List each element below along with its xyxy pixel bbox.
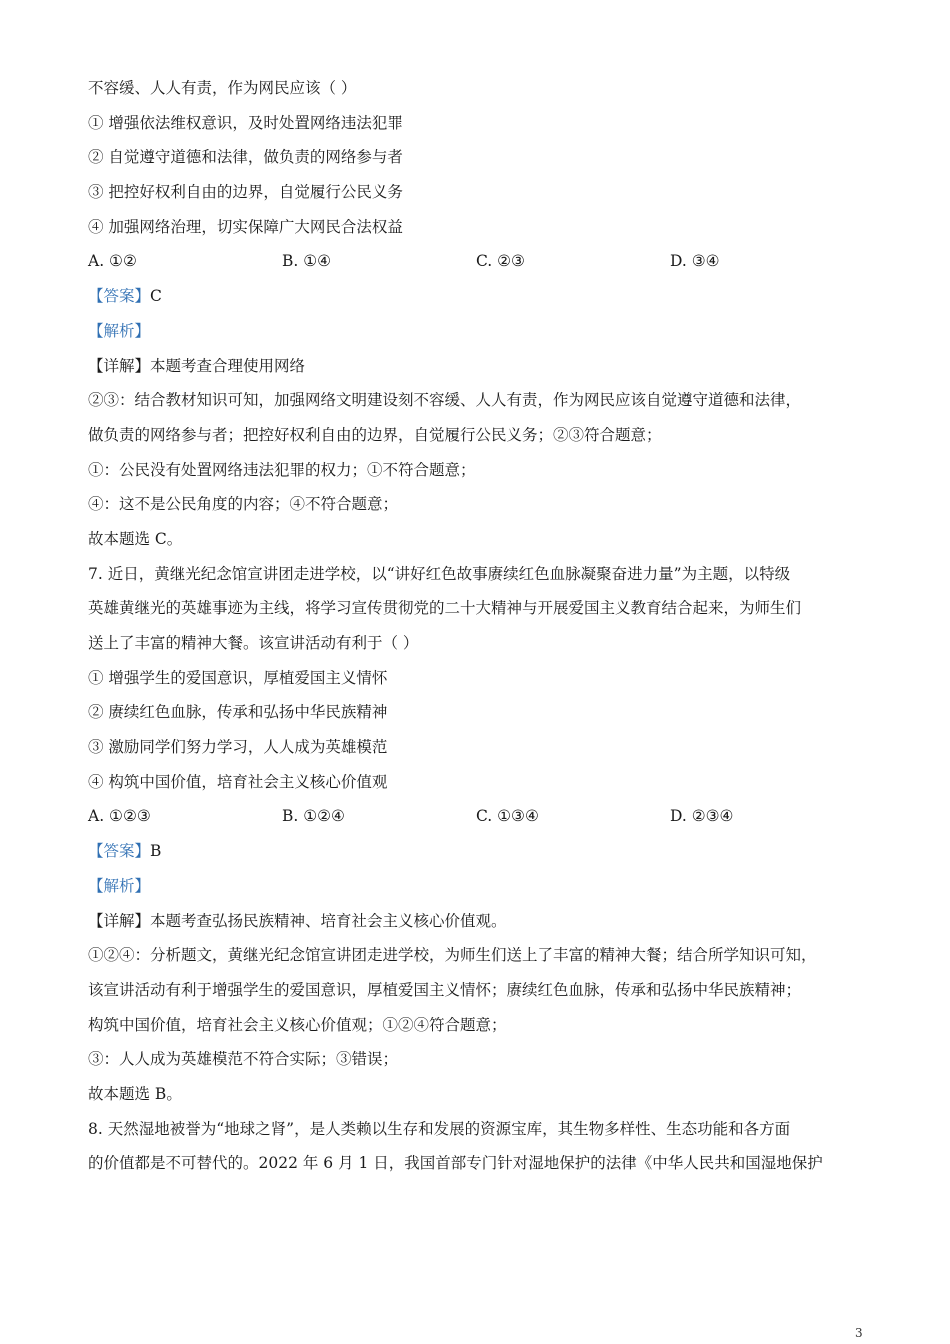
q6-item-4: ④ 加强网络治理，切实保障广大网民合法权益 bbox=[88, 217, 403, 236]
q7-answer bbox=[88, 841, 878, 861]
q6-options bbox=[88, 251, 878, 271]
q7-item-1: ① 增强学生的爱国意识，厚植爱国主义情怀 bbox=[88, 668, 388, 687]
q7-stem-3: 送上了丰富的精神大餐。该宣讲活动有利于（ ） bbox=[88, 634, 419, 652]
q7-item-3: ③ 激励同学们努力学习，人人成为英雄模范 bbox=[88, 738, 388, 757]
q6-option-b: B. ①④ bbox=[282, 252, 332, 271]
q6-item-1: ① 增强依法维权意识，及时处置网络违法犯罪 bbox=[88, 113, 403, 132]
q7-stem-2: 英雄黄继光的英雄事迹为主线，将学习宣传贯彻党的二十大精神与开展爱国主义教育结合起来，为师生们 bbox=[88, 599, 802, 618]
q7-option-b: B. ①②④ bbox=[282, 807, 345, 826]
q6-explain-4: ④：这不是公民角度的内容；④不符合题意； bbox=[88, 495, 399, 514]
q6-explain-5: 故本题选 C。 bbox=[88, 529, 183, 548]
q7-option-c: C. ①③④ bbox=[476, 807, 539, 826]
q6-explain-1: ②③：结合教材知识可知，加强网络文明建设刻不容缓、人人有责，作为网民应该自觉遵守道德和法律， bbox=[88, 391, 802, 410]
q7-explain-4: ③：人人成为英雄模范不符合实际；③错误； bbox=[88, 1050, 399, 1069]
q6-item-2: ② 自觉遵守道德和法律，做负责的网络参与者 bbox=[88, 148, 403, 167]
q8-stem-2: 的价值都是不可替代的。2022 年 6 月 1 日，我国首部专门针对湿地保护的法律《中华人民共和国湿地保护 bbox=[88, 1154, 823, 1173]
q7-detail bbox=[88, 911, 878, 931]
analysis-tag: 【解析】 bbox=[88, 321, 151, 340]
q7-stem-1: 7. 近日，黄继光纪念馆宣讲团走进学校，以“讲好红色故事赓续红色血脉凝聚奋进力量”为主题，以特级 bbox=[88, 564, 791, 583]
q6-option-d: D. ③④ bbox=[670, 252, 720, 271]
q7-explain-1: ①②④：分析题文，黄继光纪念馆宣讲团走进学校，为师生们送上了丰富的精神大餐；结合所学知识可知， bbox=[88, 946, 817, 965]
answer-tag: 【答案】 bbox=[88, 287, 151, 306]
q6-item-3: ③ 把控好权利自由的边界，自觉履行公民义务 bbox=[88, 183, 403, 202]
q6-detail bbox=[88, 356, 878, 376]
q7-explain-5: 故本题选 B。 bbox=[88, 1084, 182, 1103]
q6-option-a: A. ①② bbox=[88, 252, 137, 271]
detail-text: 本题考查合理使用网络 bbox=[150, 356, 306, 375]
q7-analysis bbox=[88, 876, 878, 896]
q7-explain-3: 构筑中国价值，培育社会主义核心价值观；①②④符合题意； bbox=[88, 1015, 507, 1034]
q7-options bbox=[88, 806, 878, 826]
q6-answer bbox=[88, 286, 878, 306]
q7-option-a: A. ①②③ bbox=[88, 807, 151, 826]
answer-value: B bbox=[150, 842, 162, 861]
q6-option-c: C. ②③ bbox=[476, 252, 525, 271]
q7-item-4: ④ 构筑中国价值，培育社会主义核心价值观 bbox=[88, 772, 388, 791]
q6-explain-3: ①：公民没有处置网络违法犯罪的权力；①不符合题意； bbox=[88, 460, 476, 479]
q6-analysis bbox=[88, 321, 878, 341]
q7-item-2: ② 赓续红色血脉，传承和弘扬中华民族精神 bbox=[88, 703, 388, 722]
detail-tag: 【详解】 bbox=[88, 356, 151, 375]
analysis-tag: 【解析】 bbox=[88, 876, 151, 895]
answer-value: C bbox=[150, 287, 162, 306]
detail-text: 本题考查弘扬民族精神、培育社会主义核心价值观。 bbox=[150, 911, 507, 930]
q6-stem-tail: 不容缓、人人有责，作为网民应该（ ） bbox=[88, 79, 357, 97]
q6-explain-2: 做负责的网络参与者；把控好权利自由的边界，自觉履行公民义务；②③符合题意； bbox=[88, 425, 662, 444]
detail-tag: 【详解】 bbox=[88, 911, 151, 930]
document-page bbox=[88, 78, 878, 1173]
q8-stem-1: 8. 天然湿地被誉为“地球之肾”，是人类赖以生存和发展的资源宝库，其生物多样性、生态功能和各方面 bbox=[88, 1119, 791, 1138]
q7-option-d: D. ②③④ bbox=[670, 807, 734, 826]
q7-explain-2: 该宣讲活动有利于增强学生的爱国意识，厚植爱国主义情怀；赓续红色血脉，传承和弘扬中华民族精神； bbox=[88, 980, 802, 999]
answer-tag: 【答案】 bbox=[88, 842, 151, 861]
page-number: 3 bbox=[855, 1326, 863, 1340]
